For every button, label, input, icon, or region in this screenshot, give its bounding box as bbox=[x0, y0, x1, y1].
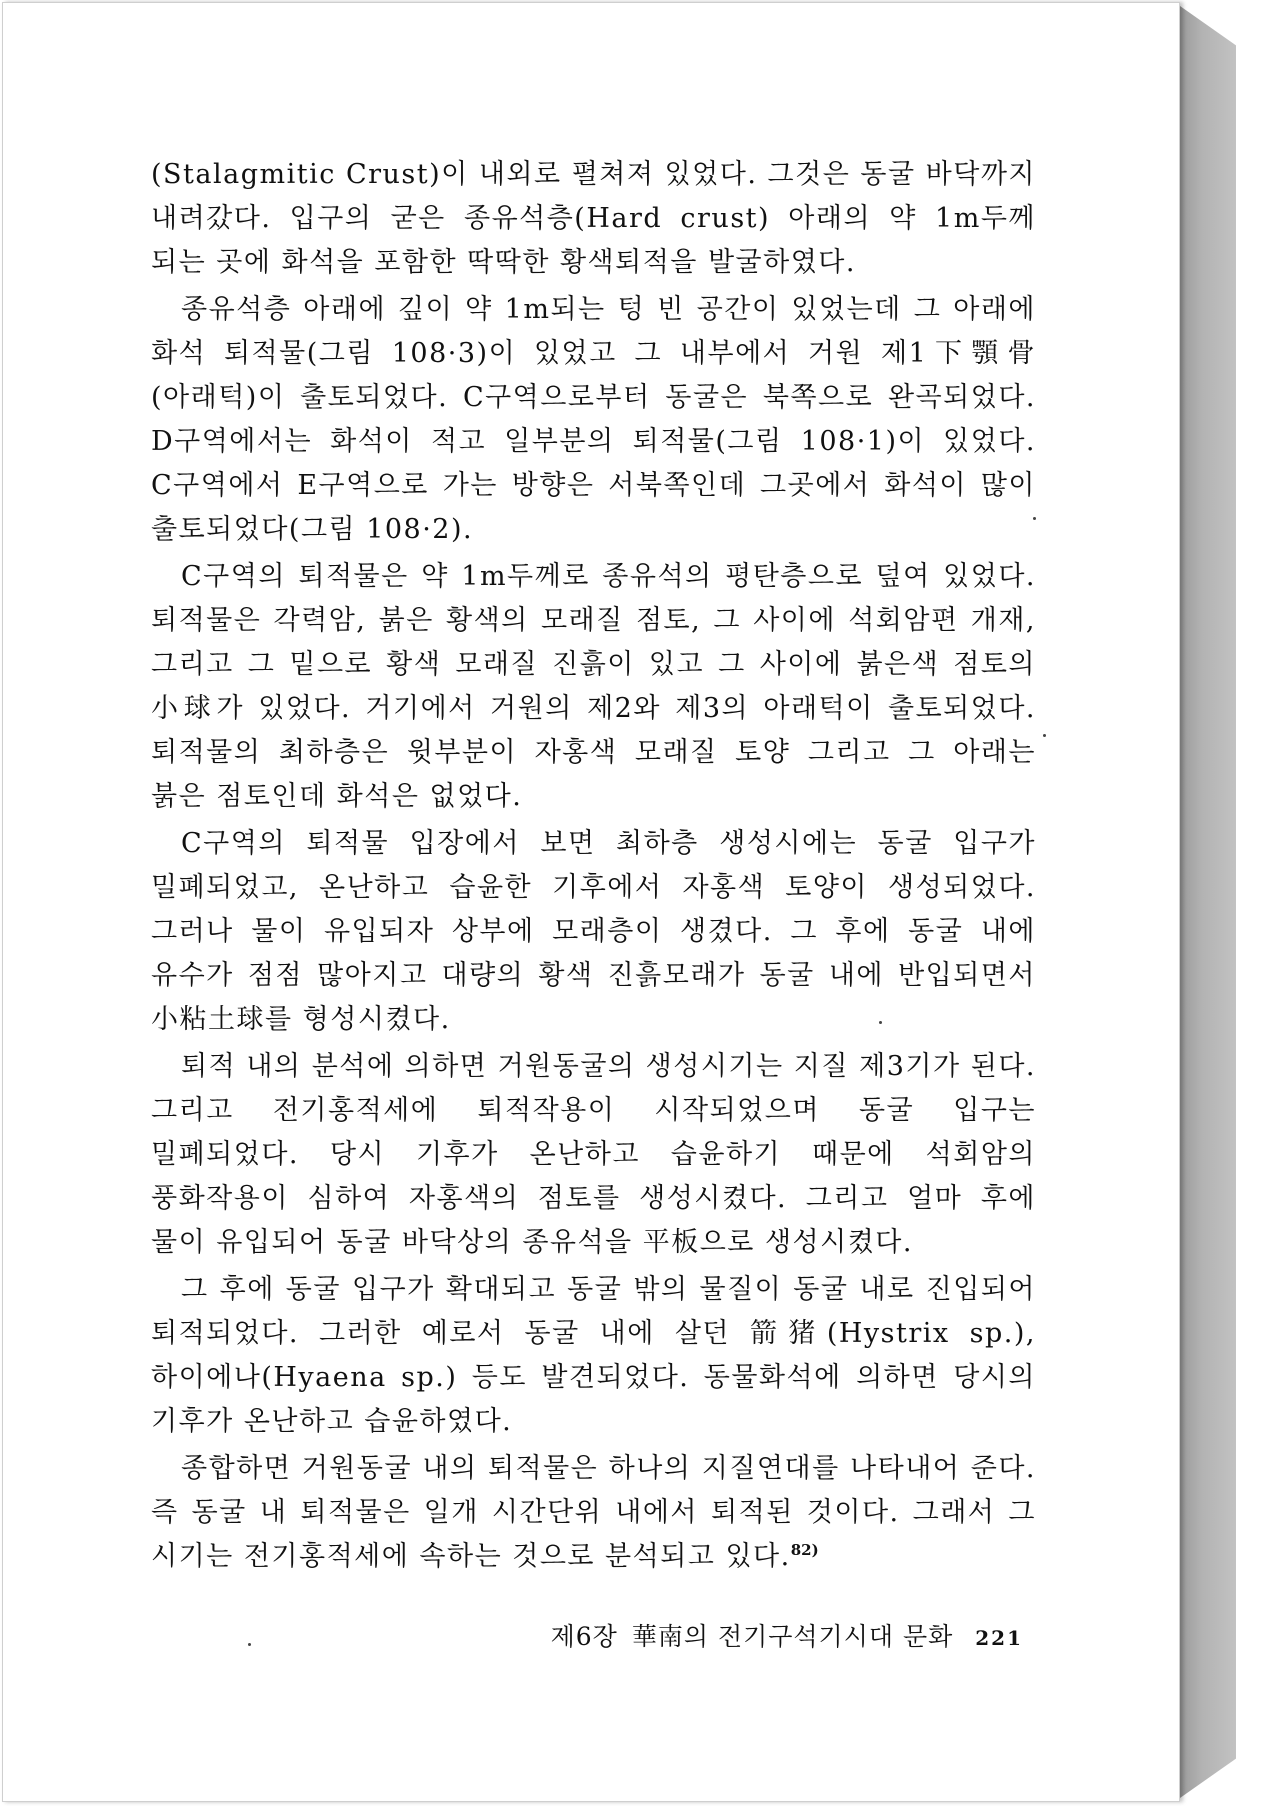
paragraph-1: (Stalagmitic Crust)이 내외로 펼쳐져 있었다. 그것은 동굴 바닥까지 내려갔다. 입구의 굳은 종유석층(Hard crust) 아래의 약 1m두께 되는 곳에 화석을 포함한 딱딱한 황색퇴적을 발굴하였다. bbox=[151, 159, 1036, 278]
paragraph-5: 퇴적 내의 분석에 의하면 거원동굴의 생성시기는 지질 제3기가 된다. 그리고 전기홍적세에 퇴적작용이 시작되었으며 동굴 입구는 밀폐되었다. 당시 기후가 온난하고 습윤하기 때문에 석회암의 풍화작용이 심하여 자홍색의 점토를 생성시켰다. 그리고 얼마 후에 물이 유입되어 동굴 바닥상의 종유석을 平板으로 생성시켰다. bbox=[151, 1051, 1036, 1258]
paragraph-7-text: 종합하면 거원동굴 내의 퇴적물은 하나의 지질연대를 나타내어 준다. 즉 동굴 내 퇴적물은 일개 시간단위 내에서 퇴적된 것이다. 그래서 그 시기는 전기홍적세에 속하는 것으로 분석되고 있다. bbox=[151, 1453, 1036, 1572]
footer-chapter: 제6장 bbox=[550, 1622, 618, 1651]
paragraph-7 bbox=[151, 1447, 1036, 1579]
paragraph-2: 종유석층 아래에 깊이 약 1m되는 텅 빈 공간이 있었는데 그 아래에 화석 퇴적물(그림 108·3)이 있었고 그 내부에서 거원 제1下顎骨(아래턱)이 출토되었다. C구역으로부터 동굴은 북쪽으로 완곡되었다. D구역에서는 화석이 적고 일부분의 퇴적물(그림 108·1)이 있었다. C구역에서 E구역으로 가는 방향은 서북쪽인데 그곳에서 화석이 많이 출토되었다(그림 108·2). bbox=[151, 294, 1036, 545]
running-footer bbox=[523, 1617, 1023, 1653]
paragraph-3: C구역의 퇴적물은 약 1m두께로 종유석의 평탄층으로 덮여 있었다. 퇴적물은 각력암, 붉은 황색의 모래질 점토, 그 사이에 석회암편 개재, 그리고 그 밑으로 황색 모래질 진흙이 있고 그 사이에 붉은색 점토의 小球가 있었다. 거기에서 거원의 제2와 제3의 아래턱이 출토되었다. 퇴적물의 최하층은 윗부분이 자홍색 모래질 토양 그리고 그 아래는 붉은 점토인데 화석은 없었다. bbox=[151, 561, 1036, 812]
paragraph-4: C구역의 퇴적물 입장에서 보면 최하층 생성시에는 동굴 입구가 밀폐되었고, 온난하고 습윤한 기후에서 자홍색 토양이 생성되었다. 그러나 물이 유입되자 상부에 모래층이 생겼다. 그 후에 동굴 내에 유수가 점점 많아지고 대량의 황색 진흙모래가 동굴 내에 반입되면서 小粘土球를 형성시켰다. bbox=[151, 828, 1036, 1035]
scan-speck bbox=[248, 1643, 251, 1646]
footer-title: 華南의 전기구석기시대 문화 bbox=[631, 1622, 954, 1651]
page-stack-edge bbox=[1180, 6, 1236, 1798]
scan-speck bbox=[1043, 734, 1046, 737]
body-text bbox=[151, 153, 1036, 1582]
paragraph-6: 그 후에 동굴 입구가 확대되고 동굴 밖의 물질이 동굴 내로 진입되어 퇴적되었다. 그러한 예로서 동굴 내에 살던 箭猪(Hystrix sp.), 하이에나(Hyaena sp.) 등도 발견되었다. 동물화석에 의하면 당시의 기후가 온난하고 습윤하였다. bbox=[151, 1274, 1036, 1437]
scan-speck bbox=[879, 1021, 882, 1024]
scan-speck bbox=[1033, 517, 1036, 520]
page-number: 221 bbox=[975, 1626, 1023, 1650]
footnote-reference: 82) bbox=[790, 1541, 819, 1559]
book-page bbox=[2, 2, 1180, 1802]
